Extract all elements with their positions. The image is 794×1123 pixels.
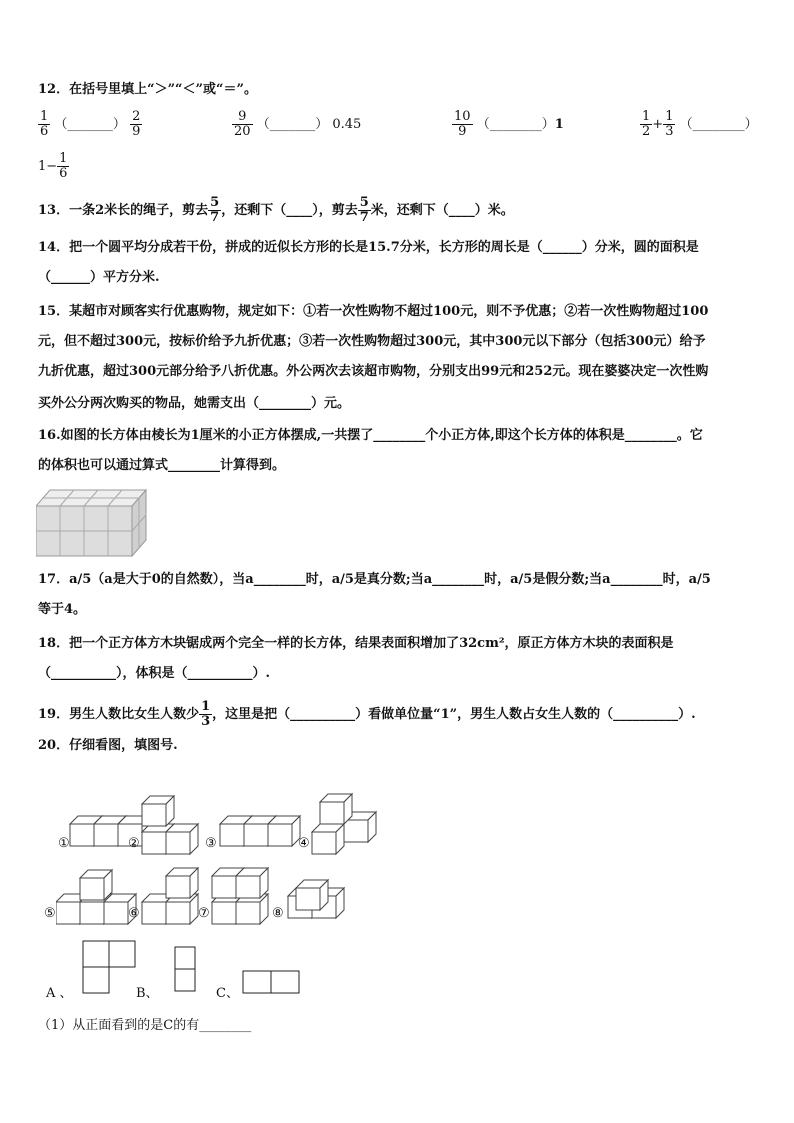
- q12-item-3: $\frac{10}{9}$ （________）1: [454, 109, 564, 139]
- fig-label-6: ⑥: [128, 906, 140, 921]
- fig-label-2: ②: [128, 836, 140, 851]
- q15-line-2: 元，但不超过300元，按标价给予九折优惠；③若一次性购物超过300元，其中300元以下部分（包括300元）给予: [38, 334, 706, 349]
- fig-label-7: ⑦: [198, 906, 210, 921]
- option-a-shape: [82, 940, 140, 996]
- q17-line-2: 等于4。: [38, 602, 87, 617]
- q15-line-3: 九折优惠，超过300元部分给予八折优惠。外公两次去该超市购物，分别支出99元和252元。现在婆婆决定一次性购: [38, 364, 709, 379]
- q16-line-2: 的体积也可以通过算式________计算得到。: [38, 458, 286, 473]
- q18-line-2: （__________），体积是（__________）.: [38, 666, 271, 681]
- option-b-label: B、: [136, 986, 159, 1001]
- cuboid-figure: [36, 486, 156, 558]
- q16-line-1: 16.如图的长方体由棱长为1厘米的小正方体摆成,一共摆了________个小正方体,即这个长方体的体积是________。它: [38, 428, 703, 443]
- q14-line-1: 14．把一个圆平均分成若干份，拼成的近似长方形的长是15.7分米，长方形的周长是（______）分米，圆的面积是: [38, 240, 699, 255]
- q15-line-1: 15．某超市对顾客实行优惠购物，规定如下：①若一次性购物不超过100元，则不予优惠；②若一次性购物超过100: [38, 304, 709, 319]
- q12-item-4: $\frac{1}{2}$ + $\frac{1}{3}$ （________）: [642, 109, 758, 139]
- q19: 19．男生人数比女生人数少 $\frac{1}{3}$ ，这里是把（__________）看做单位量“1”，男生人数占女生人数的（__________）.: [38, 699, 696, 729]
- option-b-shape: [174, 946, 198, 994]
- option-c-shape: [242, 970, 302, 996]
- q12-stem: 12．在括号里填上“＞”“＜”或“＝”。: [38, 82, 257, 97]
- q12-item-1: $\frac{1}{6}$ （_______） $\frac{2}{9}$: [40, 109, 141, 139]
- q14-line-2: （______）平方分米.: [38, 270, 160, 285]
- q17-line-1: 17．a/5（a是大于0的自然数），当a________时，a/5是真分数;当a________时，a/5是假分数;当a________时，a/5: [38, 572, 711, 587]
- q13: 13．一条2米长的绳子，剪去 $\frac{5}{7}$ ，还剩下（____），剪去 $\frac{5}{7}$ 米，还剩下（____）米。: [38, 195, 514, 225]
- cube-figures: [56, 790, 396, 930]
- q18-line-1: 18．把一个正方体方木块锯成两个完全一样的长方体，结果表面积增加了32cm²，原正方体方木块的表面积是: [38, 636, 674, 651]
- option-a-label: A 、: [46, 986, 73, 1001]
- fig-label-8: ⑧: [272, 906, 284, 921]
- fig-label-5: ⑤: [44, 906, 56, 921]
- option-c-label: C、: [216, 986, 239, 1001]
- q20-sub-1: （1）从正面看到的是C的有________: [38, 1018, 252, 1033]
- fig-label-1: ①: [58, 836, 70, 851]
- q15-line-4: 买外公分两次购买的物品，她需支出（________）元。: [38, 396, 351, 411]
- fig-label-4: ④: [298, 836, 310, 851]
- q12-item-5: 1− $\frac{1}{6}$: [38, 151, 68, 181]
- q12-item-2: $\frac{9}{20}$ （_______） 0.45: [234, 109, 362, 139]
- q20-stem: 20．仔细看图，填图号.: [38, 738, 178, 753]
- fig-label-3: ③: [205, 836, 217, 851]
